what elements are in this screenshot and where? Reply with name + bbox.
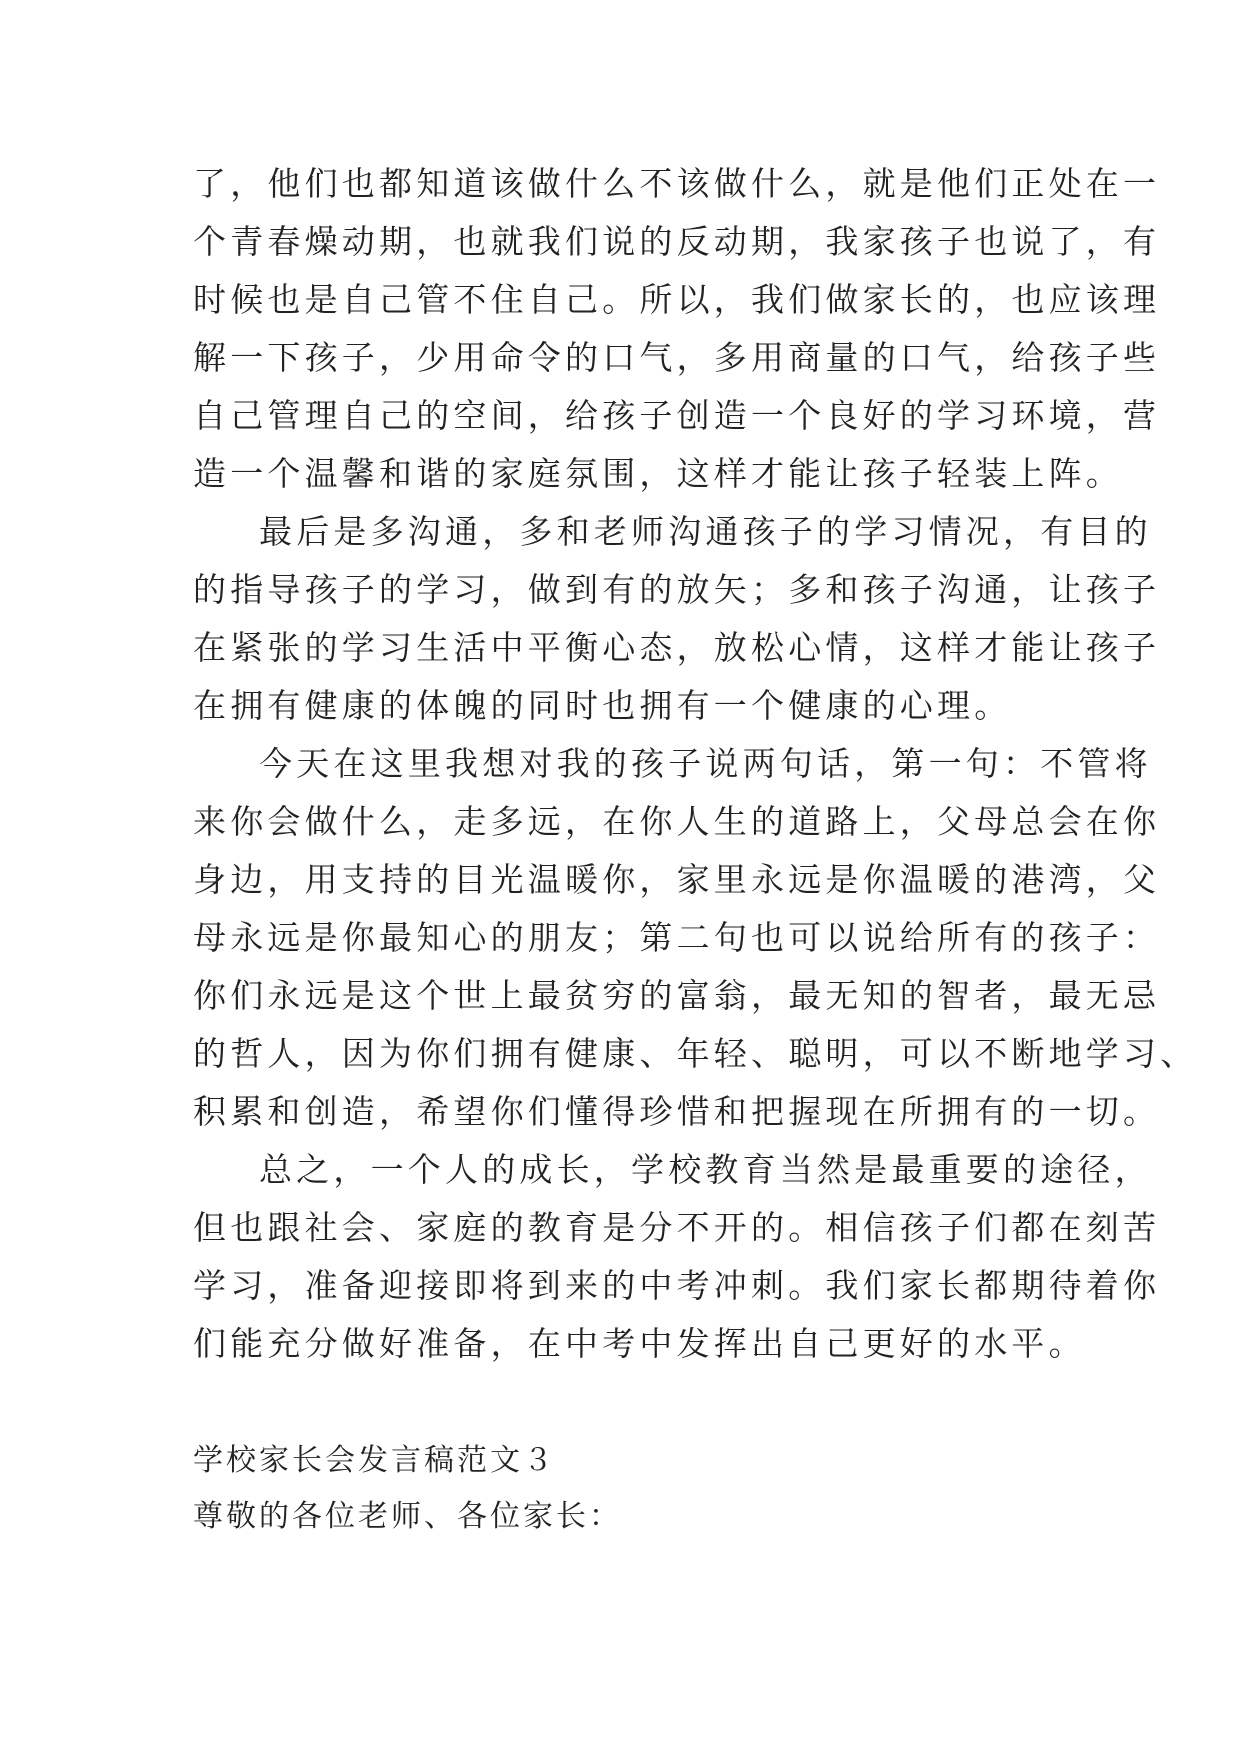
text-line: 总之，一个人的成长，学校教育当然是最重要的途径， [259, 1150, 1152, 1189]
text-line: 解一下孩子，少用命令的口气，多用商量的口气，给孩子些 [193, 338, 1161, 377]
text-line: 身边，用支持的目光温暖你，家里永远是你温暖的港湾，父 [193, 860, 1161, 899]
section-title: 学校家长会发言稿范文３ [193, 1443, 556, 1478]
text-line: 但也跟社会、家庭的教育是分不开的。相信孩子们都在刻苦 [193, 1208, 1161, 1247]
document-body [193, 155, 1198, 1373]
text-line: 的哲人，因为你们拥有健康、年轻、聪明，可以不断地学习、 [193, 1034, 1198, 1073]
text-line: 母永远是你最知心的朋友；第二句也可以说给所有的孩子： [193, 918, 1161, 957]
text-line: 了，他们也都知道该做什么不该做什么，就是他们正处在一 [193, 164, 1161, 203]
paragraph [193, 735, 1198, 1141]
text-line: 造一个温馨和谐的家庭氛围，这样才能让孩子轻装上阵。 [193, 454, 1123, 493]
next-section [193, 1433, 1073, 1545]
text-line: 你们永远是这个世上最贫穷的富翁，最无知的智者，最无忌 [193, 976, 1161, 1015]
text-line: 在拥有健康的体魄的同时也拥有一个健康的心理。 [193, 686, 1012, 725]
text-line: 积累和创造，希望你们懂得珍惜和把握现在所拥有的一切。 [193, 1092, 1161, 1131]
text-line: 在紧张的学习生活中平衡心态，放松心情，这样才能让孩子 [193, 628, 1161, 667]
text-line: 学习，准备迎接即将到来的中考冲刺。我们家长都期待着你 [193, 1266, 1161, 1305]
paragraph [193, 503, 1161, 735]
paragraph [193, 155, 1161, 503]
text-line: 来你会做什么，走多远，在你人生的道路上，父母总会在你 [193, 802, 1161, 841]
text-line: 最后是多沟通，多和老师沟通孩子的学习情况，有目的 [259, 512, 1152, 551]
text-line: 的指导孩子的学习，做到有的放矢；多和孩子沟通，让孩子 [193, 570, 1161, 609]
salutation: 尊敬的各位老师、各位家长： [193, 1499, 622, 1534]
text-line: 自己管理自己的空间，给孩子创造一个良好的学习环境，营 [193, 396, 1161, 435]
text-line: 时候也是自己管不住自己。所以，我们做家长的，也应该理 [193, 280, 1161, 319]
paragraph [193, 1141, 1161, 1373]
text-line: 们能充分做好准备，在中考中发挥出自己更好的水平。 [193, 1324, 1086, 1363]
text-line: 个青春燥动期，也就我们说的反动期，我家孩子也说了，有 [193, 222, 1161, 261]
text-line: 今天在这里我想对我的孩子说两句话，第一句：不管将 [259, 744, 1152, 783]
